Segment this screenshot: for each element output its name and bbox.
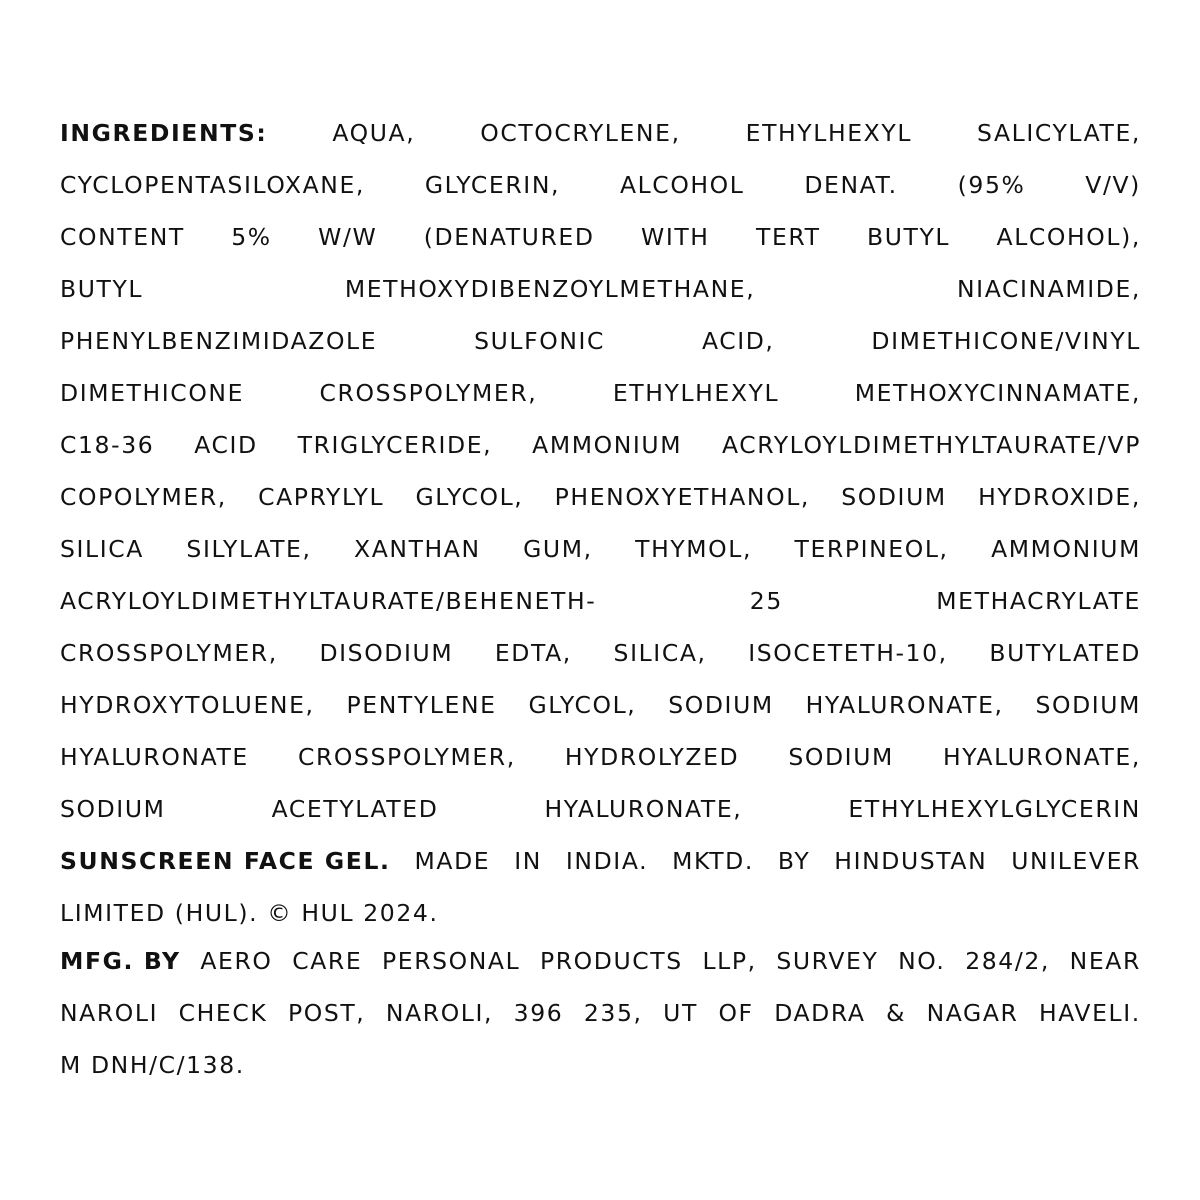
ingredient-word: ACID,: [701, 327, 775, 355]
license-number: M DNH/C/138.: [60, 1051, 245, 1079]
manufacturer-line: [60, 993, 1141, 1045]
mfg-word: NAROLI: [60, 999, 159, 1027]
ingredient-word: 5%: [231, 223, 272, 251]
marketing-text: LIMITED (HUL). © HUL 2024.: [60, 899, 439, 927]
ingredient-word: TRIGLYCERIDE,: [297, 431, 493, 459]
ingredient-word: EDTA,: [494, 639, 572, 667]
ingredient-word: TERT: [756, 223, 821, 251]
mfg-word: 235,: [583, 999, 643, 1027]
ingredient-word: SALICYLATE,: [977, 119, 1141, 147]
ingredient-word: SILICA: [60, 535, 144, 563]
marketing-word: MKTD.: [672, 847, 754, 875]
ingredient-word: WITH: [640, 223, 710, 251]
ingredients-line: [60, 789, 1141, 841]
mfg-word: &: [886, 999, 907, 1027]
ingredient-word: BUTYLATED: [989, 639, 1141, 667]
ingredient-word: PHENOXYETHANOL,: [554, 483, 810, 511]
ingredient-word: NIACINAMIDE,: [956, 275, 1141, 303]
ingredient-word: SODIUM: [60, 795, 166, 823]
product-name: SUNSCREEN FACE GEL.: [60, 847, 391, 875]
mfg-word: UT: [663, 999, 698, 1027]
ingredient-word: ACID: [194, 431, 258, 459]
ingredients-line: [60, 685, 1141, 737]
ingredients-line: [60, 633, 1141, 685]
marketing-word: INDIA.: [565, 847, 649, 875]
mfg-heading: MFG. BY: [60, 947, 181, 975]
manufacturer-line: [60, 941, 1141, 993]
ingredients-line: [60, 737, 1141, 789]
ingredient-word: HYDROXYTOLUENE,: [60, 691, 315, 719]
ingredient-word: ACRYLOYLDIMETHYLTAURATE/BEHENETH-: [60, 587, 597, 615]
ingredients-line: [60, 581, 1141, 633]
ingredients-line: [60, 529, 1141, 581]
mfg-word: 396: [513, 999, 564, 1027]
mfg-word: PERSONAL: [381, 947, 521, 975]
ingredients-line: [60, 321, 1141, 373]
ingredient-word: SILYLATE,: [186, 535, 312, 563]
ingredient-word: AQUA,: [332, 119, 416, 147]
ingredients-line: [60, 113, 1141, 165]
ingredient-word: CAPRYLYL: [258, 483, 385, 511]
ingredient-word: DIMETHICONE/VINYL: [871, 327, 1141, 355]
ingredient-word: V/V): [1085, 171, 1141, 199]
ingredient-word: GLYCOL,: [528, 691, 637, 719]
mfg-word: CHECK: [178, 999, 268, 1027]
ingredient-word: DISODIUM: [319, 639, 454, 667]
ingredient-word: GLYCERIN,: [424, 171, 561, 199]
ingredient-word: TERPINEOL,: [794, 535, 949, 563]
ingredient-word: CYCLOPENTASILOXANE,: [60, 171, 365, 199]
marketing-line: [60, 841, 1141, 893]
ingredient-word: (95%: [957, 171, 1026, 199]
ingredient-word: (DENATURED: [423, 223, 595, 251]
ingredient-word: METHACRYLATE: [936, 587, 1141, 615]
ingredient-word: HYALURONATE,: [805, 691, 1004, 719]
ingredient-word: METHOXYCINNAMATE,: [854, 379, 1141, 407]
ingredient-word: CROSSPOLYMER,: [60, 639, 278, 667]
marketing-word: MADE: [414, 847, 491, 875]
ingredient-word: HYALURONATE,: [544, 795, 743, 823]
ingredient-word: AMMONIUM: [991, 535, 1141, 563]
ingredient-word: ALCOHOL: [619, 171, 745, 199]
marketing-word: UNILEVER: [1011, 847, 1141, 875]
ingredient-word: ALCOHOL),: [996, 223, 1141, 251]
ingredient-word: SULFONIC: [474, 327, 606, 355]
ingredient-word: BUTYL: [867, 223, 951, 251]
marketing-word: BY: [777, 847, 811, 875]
ingredient-word: SODIUM: [788, 743, 894, 771]
ingredient-word: SODIUM: [841, 483, 947, 511]
marketing-line: [60, 893, 1141, 941]
ingredient-word: SODIUM: [1035, 691, 1141, 719]
ingredient-word: GLYCOL,: [415, 483, 524, 511]
ingredient-word: 25: [749, 587, 783, 615]
ingredient-word: CROSSPOLYMER,: [319, 379, 538, 407]
ingredient-word: C18-36: [60, 431, 155, 459]
manufacturer-line: [60, 1045, 1141, 1097]
mfg-word: 284/2,: [965, 947, 1050, 975]
ingredient-word: HYALURONATE,: [943, 743, 1141, 771]
ingredients-line: [60, 269, 1141, 321]
mfg-word: CARE: [292, 947, 363, 975]
ingredient-word: SILICA,: [613, 639, 707, 667]
ingredients-line: [60, 165, 1141, 217]
ingredient-word: ISOCETETH-10,: [748, 639, 948, 667]
ingredient-word: OCTOCRYLENE,: [480, 119, 681, 147]
ingredient-word: BUTYL: [60, 275, 144, 303]
ingredient-word: CONTENT: [60, 223, 185, 251]
ingredient-word: GUM,: [523, 535, 593, 563]
ingredients-label: [60, 113, 1141, 1097]
mfg-word: NAGAR: [926, 999, 1019, 1027]
mfg-word: NO.: [898, 947, 946, 975]
ingredients-line: [60, 425, 1141, 477]
ingredient-word: SODIUM: [668, 691, 774, 719]
ingredients-heading: INGREDIENTS:: [60, 119, 268, 147]
mfg-word: NAROLI,: [385, 999, 494, 1027]
mfg-word: POST,: [287, 999, 366, 1027]
ingredient-word: ETHYLHEXYLGLYCERIN: [848, 795, 1141, 823]
ingredient-word: METHOXYDIBENZOYLMETHANE,: [344, 275, 756, 303]
marketing-word: IN: [514, 847, 542, 875]
mfg-word: AERO: [200, 947, 273, 975]
mfg-word: HAVELI.: [1038, 999, 1141, 1027]
mfg-word: NEAR: [1069, 947, 1141, 975]
ingredient-word: HYALURONATE: [60, 743, 249, 771]
ingredient-word: PHENYLBENZIMIDAZOLE: [60, 327, 378, 355]
mfg-word: SURVEY: [776, 947, 879, 975]
ingredient-word: THYMOL,: [635, 535, 753, 563]
ingredients-line: [60, 217, 1141, 269]
ingredient-word: ETHYLHEXYL: [745, 119, 913, 147]
ingredient-word: AMMONIUM: [532, 431, 683, 459]
mfg-word: LLP,: [702, 947, 757, 975]
ingredient-word: HYDROLYZED: [564, 743, 740, 771]
ingredient-word: XANTHAN: [354, 535, 481, 563]
ingredient-word: CROSSPOLYMER,: [297, 743, 516, 771]
ingredient-word: COPOLYMER,: [60, 483, 227, 511]
ingredient-word: ETHYLHEXYL: [612, 379, 780, 407]
ingredients-line: [60, 373, 1141, 425]
ingredient-word: DIMETHICONE: [60, 379, 245, 407]
ingredient-word: ACRYLOYLDIMETHYLTAURATE/VP: [722, 431, 1141, 459]
ingredient-word: DENAT.: [804, 171, 898, 199]
ingredient-word: ACETYLATED: [271, 795, 439, 823]
mfg-word: OF: [718, 999, 754, 1027]
mfg-word: DADRA: [774, 999, 866, 1027]
marketing-word: HINDUSTAN: [834, 847, 988, 875]
ingredients-line: [60, 477, 1141, 529]
ingredient-word: PENTYLENE: [346, 691, 497, 719]
ingredient-word: HYDROXIDE,: [978, 483, 1141, 511]
ingredient-word: W/W: [318, 223, 378, 251]
mfg-word: PRODUCTS: [539, 947, 683, 975]
